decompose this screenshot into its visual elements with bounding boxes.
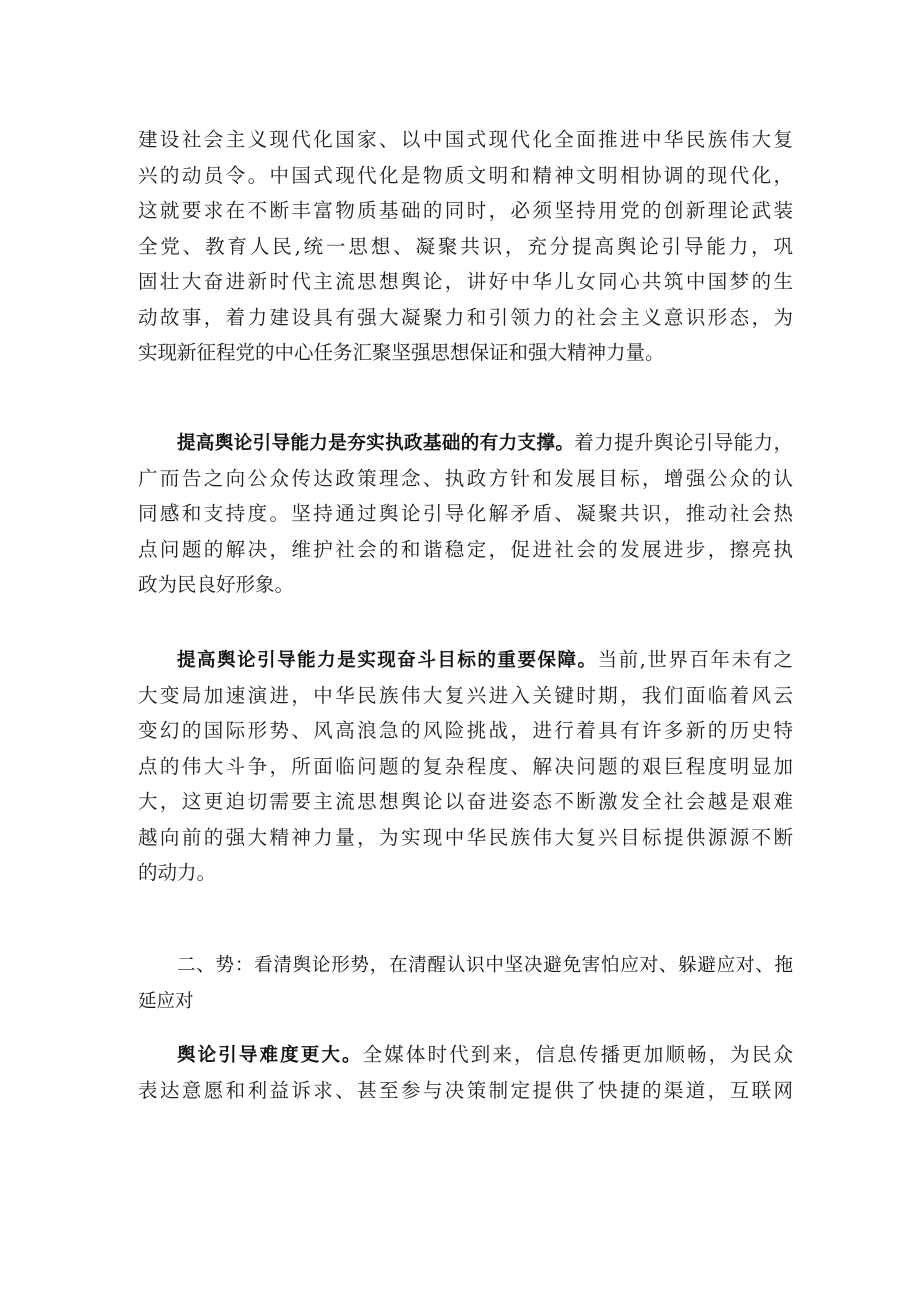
section-heading-line: 延应对 [138,990,194,1012]
paragraph-line: 固壮大奋进新时代主流思想舆论，讲好中华儿女同心共筑中国梦的生 [138,270,793,293]
paragraph-line: 的动力。 [138,861,217,884]
paragraph-line: 表达意愿和利益诉求、甚至参与决策制定提供了快捷的渠道，互联网 [138,1078,793,1102]
paragraph-first-line [138,425,793,461]
section-heading [138,948,793,1019]
paragraph-4 [138,1037,793,1108]
paragraph-line: 变幻的国际形势、风高浪急的风险挑战，进行着具有许多新的历史特 [138,719,793,742]
paragraph-line: 这就要求在不断丰富物质基础的同时，必须坚持用党的创新理论武装 [138,199,793,222]
paragraph-text: 着力提升舆论引导能力， [574,431,793,454]
paragraph-line: 动故事，着力建设具有强大凝聚力和引领力的社会主义意识形态，为 [138,305,793,329]
paragraph-line: 政为民良好形象。 [138,573,295,596]
paragraph-1 [138,122,793,371]
paragraph-lead: 提高舆论引导能力是夯实执政基础的有力支撑。 [177,433,575,454]
paragraph-3 [138,642,793,891]
paragraph-line: 点的伟大斗争，所面临问题的复杂程度、解决问题的艰巨程度明显加 [138,754,793,778]
paragraph-line: 实现新征程党的中心任务汇聚坚强思想保证和强大精神力量。 [138,341,665,364]
section-heading-line: 二、势：看清舆论形势，在清醒认识中坚决避免害怕应对、躲避应对、拖 [177,955,793,976]
paragraph-2 [138,425,793,603]
paragraph-line: 点问题的解决，维护社会的和谐稳定，促进社会的发展进步，擦亮执 [138,537,793,561]
paragraph-line: 全党、教育人民,统一思想、凝聚共识，充分提高舆论引导能力，巩 [138,234,793,258]
paragraph-lead: 舆论引导难度更大。 [177,1045,363,1066]
paragraph-line: 广而告之向公众传达政策理念、执政方针和发展目标，增强公众的认 [138,466,793,490]
paragraph-line: 越向前的强大精神力量，为实现中华民族伟大复兴目标提供源源不断 [138,825,793,849]
paragraph-line: 大，这更迫切需要主流思想舆论以奋进姿态不断激发全社会越是艰难 [138,790,793,813]
paragraph-line: 兴的动员令。中国式现代化是物质文明和精神文明相协调的现代化， [138,163,793,187]
paragraph-line: 大变局加速演进，中华民族伟大复兴进入关键时期，我们面临着风云 [138,683,793,707]
paragraph-lead: 提高舆论引导能力是实现奋斗目标的重要保障。 [177,650,598,671]
paragraph-text: 全媒体时代到来，信息传播更加顺畅，为民众 [362,1043,793,1066]
paragraph-first-line [138,1037,793,1073]
paragraph-line: 同感和支持度。坚持通过舆论引导化解矛盾、凝聚共识，推动社会热 [138,502,793,525]
paragraph-first-line [138,642,793,678]
paragraph-line: 建设社会主义现代化国家、以中国式现代化全面推进中华民族伟大复 [138,128,793,151]
paragraph-text: 当前,世界百年未有之 [597,648,793,671]
